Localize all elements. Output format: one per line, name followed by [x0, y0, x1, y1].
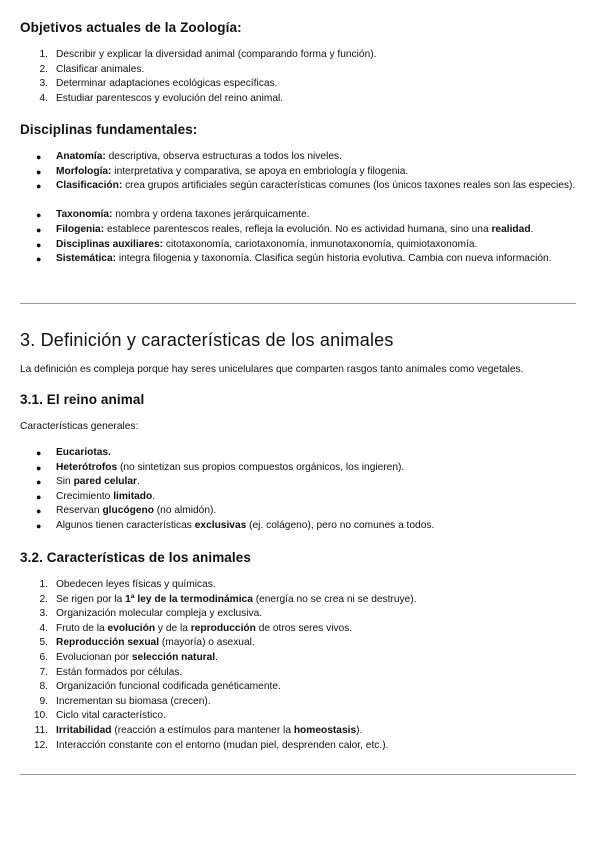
list-item: ● Eucariotas. — [36, 447, 111, 458]
disciplinas-heading: Disciplinas fundamentales: — [20, 122, 198, 137]
caracteristicas-list — [0, 578, 600, 753]
section-divider — [20, 303, 576, 304]
list-item: 2. Clasificar animales. — [39, 63, 145, 75]
list-item: ● Clasificación: crea grupos artificiales según características comunes (los únicos taxones reales son las especies). — [36, 180, 576, 192]
objetivos-list — [0, 48, 600, 106]
list-item: ● Crecimiento limitado. — [36, 490, 156, 502]
objetivos-heading: Objetivos actuales de la Zoología: — [20, 20, 242, 35]
list-item: 1. Obedecen leyes físicas y químicas. — [39, 579, 216, 590]
list-item: 10. Ciclo vital característico. — [33, 710, 166, 722]
list-item: 1. Describir y explicar la diversidad animal (comparando forma y función). — [39, 49, 377, 60]
reino-list — [0, 446, 600, 534]
list-item: 2. Se rigen por la 1ª ley de la termodinámica (energía no se crea ni se destruye). — [39, 593, 417, 605]
caracteristicas-heading: 3.2. Características de los animales — [20, 550, 251, 565]
disciplinas-list — [0, 150, 600, 281]
list-item: ● Filogenia: establece parentescos reales, refleja la evolución. No es actividad humana, sino una realidad. — [36, 223, 534, 235]
list-item: ● Reservan glucógeno (no almidón). — [36, 505, 217, 517]
list-item: ● Algunos tienen características exclusivas (ej. colágeno), pero no comunes a todos. — [36, 519, 435, 531]
section3-heading: 3. Definición y características de los animales — [20, 330, 394, 350]
list-item: 11. Irritabilidad (reacción a estímulos para mantener la homeostasis). — [34, 724, 363, 736]
section3-intro: La definición es compleja porque hay seres unicelulares que comparten rasgos tanto animales como vegetales. — [20, 364, 524, 375]
reino-heading: 3.1. El reino animal — [20, 392, 145, 407]
list-item: 4. Fruto de la evolución y de la reproducción de otros seres vivos. — [39, 622, 353, 634]
list-item: 12. Interacción constante con el entorno (mudan piel, desprenden calor, etc.). — [33, 739, 389, 751]
list-item: ● Disciplinas auxiliares: citotaxonomía, cariotaxonomía, inmunotaxonomía, quimiotaxonomía. — [36, 238, 478, 250]
list-item: ● Sin pared celular. — [36, 476, 140, 488]
list-item: 7. Están formados por células. — [39, 666, 183, 678]
section-divider — [20, 774, 576, 775]
list-item: 9. Incrementan su biomasa (crecen). — [39, 695, 211, 707]
list-item: ● Anatomía: descriptiva, observa estructuras a todos los niveles. — [36, 151, 342, 162]
list-item: ● Sistemática: integra filogenia y taxonomía. Clasifica según historia evolutiva. Cambia con nueva información. — [36, 253, 552, 265]
list-item: 8. Organización funcional codificada genéticamente. — [39, 681, 281, 693]
list-item: 3. Organización molecular compleja y exclusiva. — [39, 608, 263, 620]
list-item: 4. Estudiar parentescos y evolución del reino animal. — [39, 92, 284, 104]
reino-subtitle: Características generales: — [20, 421, 139, 432]
list-item: 3. Determinar adaptaciones ecológicas específicas. — [39, 78, 278, 90]
list-item: 5. Reproducción sexual (mayoría) o asexual. — [39, 637, 255, 649]
list-item: ● Morfología: interpretativa y comparativa, se apoya en embriología y filogenia. — [36, 165, 409, 177]
list-item: ● Taxonomía: nombra y ordena taxones jerárquicamente. — [36, 209, 310, 221]
list-item: 6. Evolucionan por selección natural. — [39, 651, 218, 663]
list-item: ● Heterótrofos (no sintetizan sus propios compuestos orgánicos, los ingieren). — [36, 461, 405, 473]
